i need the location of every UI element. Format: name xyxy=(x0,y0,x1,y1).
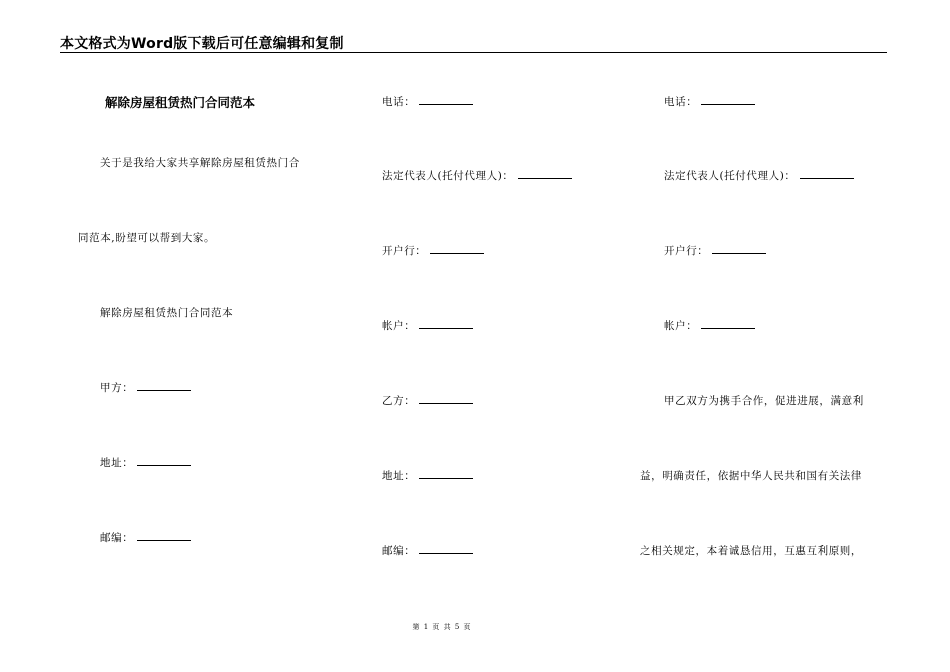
party-a-postcode-field xyxy=(100,530,191,545)
party-b-address-field xyxy=(382,468,473,483)
header-title: 本文格式为Word版下载后可任意编辑和复制 xyxy=(60,36,344,52)
party-b-label: 乙方： xyxy=(382,395,416,407)
party-b-blank xyxy=(419,394,473,404)
party-a-field xyxy=(100,380,191,395)
party-b-address-label: 地址： xyxy=(382,470,416,482)
party-a-phone-label: 电话： xyxy=(382,96,416,108)
party-b-account-field xyxy=(664,318,755,333)
party-b-field xyxy=(382,393,473,408)
party-b-address-blank xyxy=(419,469,473,479)
party-a-legal-rep-field xyxy=(382,168,572,183)
party-b-bank-label: 开户行： xyxy=(664,245,709,257)
party-a-legal-rep-label: 法定代表人(托付代理人)： xyxy=(382,170,514,182)
header-divider xyxy=(60,52,887,53)
party-b-postcode-field xyxy=(382,543,473,558)
party-b-postcode-blank xyxy=(419,544,473,554)
party-a-account-label: 帐户： xyxy=(382,320,416,332)
document-title: 解除房屋租赁热门合同范本 xyxy=(105,95,256,110)
intro-line-2: 同范本,盼望可以帮到大家。 xyxy=(78,232,216,244)
party-a-account-field xyxy=(382,318,473,333)
party-a-bank-field xyxy=(382,243,484,258)
party-a-legal-rep-blank xyxy=(518,169,572,179)
intro-line-1: 关于是我给大家共享解除房屋租赁热门合 xyxy=(100,157,300,169)
party-b-account-label: 帐户： xyxy=(664,320,698,332)
party-a-phone-field xyxy=(382,94,473,109)
party-a-label: 甲方： xyxy=(100,382,134,394)
party-a-account-blank xyxy=(419,319,473,329)
party-a-blank xyxy=(137,381,191,391)
contract-subtitle: 解除房屋租赁热门合同范本 xyxy=(100,307,234,319)
party-a-address-blank xyxy=(137,456,191,466)
party-b-legal-rep-field xyxy=(664,168,854,183)
agreement-para-line-2: 益，明确责任，依据中华人民共和国有关法律 xyxy=(640,470,862,482)
party-b-legal-rep-blank xyxy=(800,169,854,179)
agreement-para-line-3: 之相关规定，本着诚恳信用，互惠互利原则， xyxy=(640,545,862,557)
party-b-phone-field xyxy=(664,94,755,109)
party-a-address-field xyxy=(100,455,191,470)
party-a-bank-blank xyxy=(430,244,484,254)
party-b-bank-field xyxy=(664,243,766,258)
party-a-address-label: 地址： xyxy=(100,457,134,469)
party-a-phone-blank xyxy=(419,95,473,105)
party-b-phone-label: 电话： xyxy=(664,96,698,108)
party-b-bank-blank xyxy=(712,244,766,254)
agreement-para-line-1: 甲乙双方为携手合作，促进进展，满意利 xyxy=(664,395,864,407)
party-b-legal-rep-label: 法定代表人(托付代理人)： xyxy=(664,170,796,182)
party-a-postcode-blank xyxy=(137,531,191,541)
party-a-postcode-label: 邮编： xyxy=(100,532,134,544)
party-b-postcode-label: 邮编： xyxy=(382,545,416,557)
party-b-phone-blank xyxy=(701,95,755,105)
party-b-account-blank xyxy=(701,319,755,329)
page-footer: 第 1 页 共 5 页 xyxy=(412,623,472,631)
party-a-bank-label: 开户行： xyxy=(382,245,427,257)
